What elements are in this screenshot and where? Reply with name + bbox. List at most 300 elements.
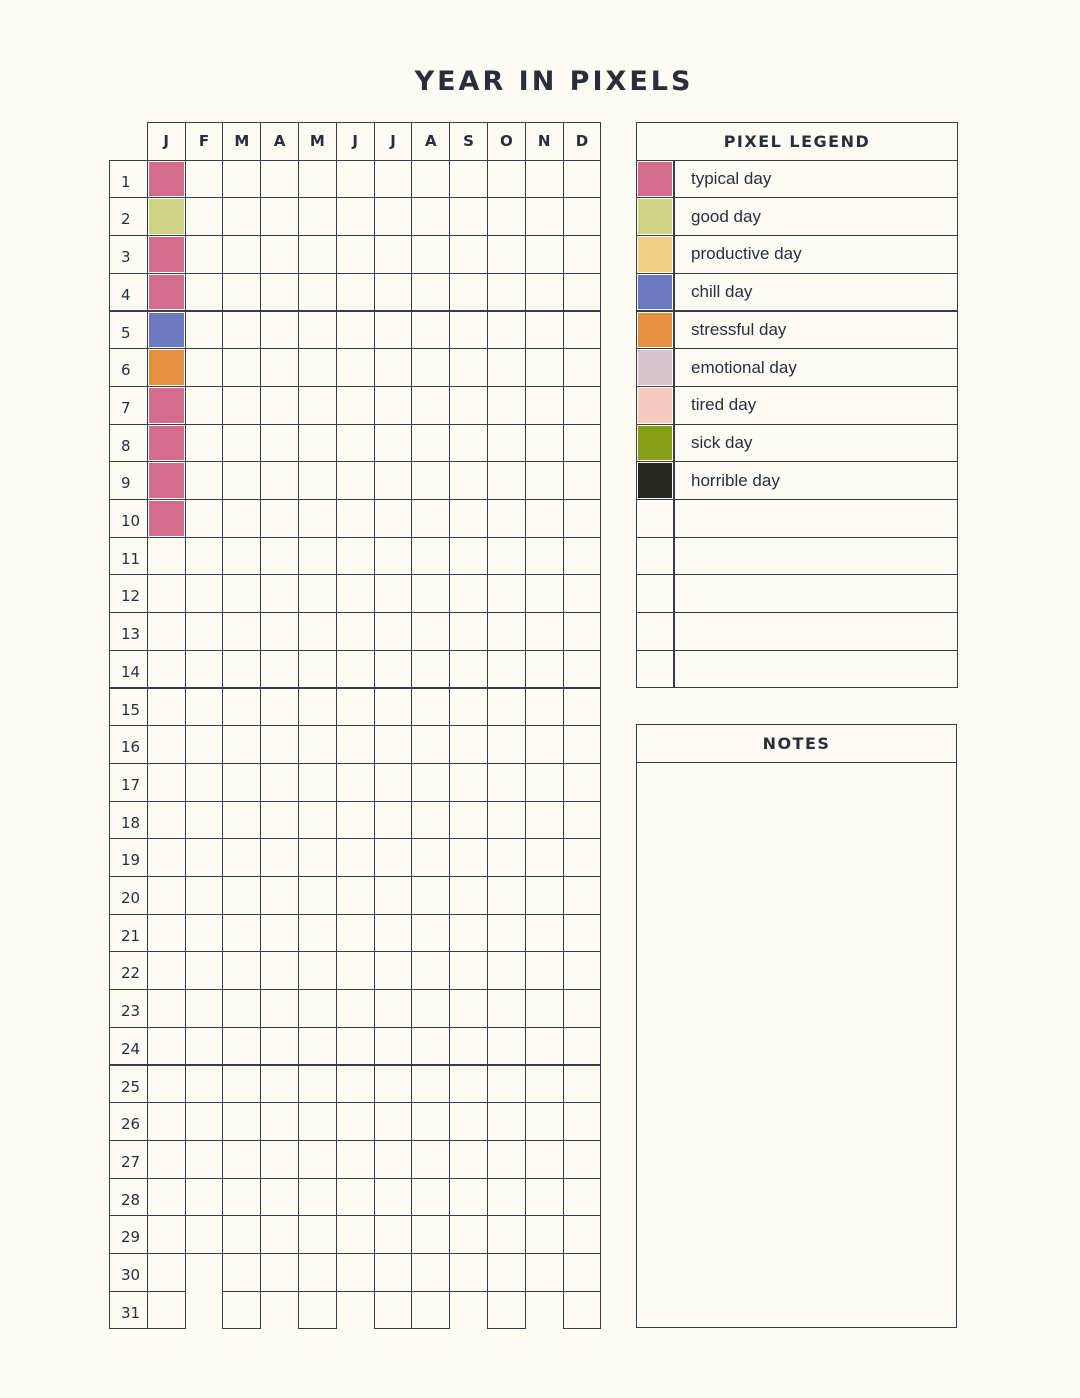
day-pixel[interactable]	[185, 876, 224, 915]
day-pixel[interactable]	[411, 725, 450, 764]
day-pixel[interactable]	[147, 1065, 186, 1104]
day-pixel[interactable]	[298, 725, 337, 764]
day-pixel[interactable]	[222, 537, 261, 576]
day-pixel[interactable]	[374, 1027, 413, 1066]
day-pixel[interactable]	[298, 160, 337, 199]
day-pixel[interactable]	[185, 763, 224, 802]
day-pixel[interactable]	[260, 1027, 299, 1066]
day-pixel[interactable]	[374, 574, 413, 613]
day-pixel[interactable]	[298, 574, 337, 613]
day-pixel[interactable]	[487, 951, 526, 990]
day-pixel[interactable]	[147, 838, 186, 877]
day-pixel[interactable]	[525, 574, 564, 613]
day-pixel[interactable]	[298, 1291, 337, 1330]
day-pixel[interactable]	[449, 1027, 488, 1066]
day-pixel[interactable]	[411, 499, 450, 538]
day-pixel[interactable]	[222, 650, 261, 689]
day-pixel[interactable]	[260, 1253, 299, 1292]
day-pixel[interactable]	[260, 537, 299, 576]
day-pixel[interactable]	[449, 499, 488, 538]
day-pixel[interactable]	[563, 989, 602, 1028]
day-pixel[interactable]	[525, 424, 564, 463]
day-pixel[interactable]	[487, 386, 526, 425]
day-pixel[interactable]	[449, 876, 488, 915]
day-pixel[interactable]	[336, 197, 375, 236]
day-pixel[interactable]	[525, 725, 564, 764]
day-pixel[interactable]	[525, 1102, 564, 1141]
day-pixel[interactable]	[222, 1291, 261, 1330]
day-pixel[interactable]	[563, 537, 602, 576]
day-pixel[interactable]	[260, 348, 299, 387]
day-pixel[interactable]	[563, 1178, 602, 1217]
day-pixel[interactable]	[487, 1178, 526, 1217]
day-pixel[interactable]	[260, 1178, 299, 1217]
day-pixel[interactable]	[525, 273, 564, 312]
day-pixel[interactable]	[298, 612, 337, 651]
day-pixel[interactable]	[411, 537, 450, 576]
day-pixel[interactable]	[298, 197, 337, 236]
day-pixel[interactable]	[374, 461, 413, 500]
day-pixel[interactable]	[487, 838, 526, 877]
day-pixel[interactable]	[487, 612, 526, 651]
day-pixel[interactable]	[487, 537, 526, 576]
day-pixel[interactable]	[222, 876, 261, 915]
day-pixel[interactable]	[222, 273, 261, 312]
day-pixel[interactable]	[563, 951, 602, 990]
day-pixel[interactable]	[563, 235, 602, 274]
day-pixel[interactable]	[298, 1215, 337, 1254]
day-pixel[interactable]	[147, 197, 186, 236]
day-pixel[interactable]	[563, 838, 602, 877]
day-pixel[interactable]	[336, 763, 375, 802]
day-pixel[interactable]	[487, 725, 526, 764]
day-pixel[interactable]	[374, 650, 413, 689]
day-pixel[interactable]	[336, 311, 375, 350]
day-pixel[interactable]	[298, 989, 337, 1028]
day-pixel[interactable]	[411, 311, 450, 350]
day-pixel[interactable]	[222, 311, 261, 350]
day-pixel[interactable]	[374, 838, 413, 877]
day-pixel[interactable]	[336, 424, 375, 463]
day-pixel[interactable]	[222, 725, 261, 764]
day-pixel[interactable]	[185, 348, 224, 387]
day-pixel[interactable]	[298, 1102, 337, 1141]
day-pixel[interactable]	[449, 386, 488, 425]
day-pixel[interactable]	[260, 951, 299, 990]
day-pixel[interactable]	[260, 989, 299, 1028]
day-pixel[interactable]	[525, 1140, 564, 1179]
day-pixel[interactable]	[525, 160, 564, 199]
day-pixel[interactable]	[411, 348, 450, 387]
day-pixel[interactable]	[147, 499, 186, 538]
day-pixel[interactable]	[222, 1027, 261, 1066]
day-pixel[interactable]	[222, 348, 261, 387]
day-pixel[interactable]	[336, 235, 375, 274]
day-pixel[interactable]	[525, 461, 564, 500]
day-pixel[interactable]	[449, 1215, 488, 1254]
day-pixel[interactable]	[185, 273, 224, 312]
day-pixel[interactable]	[185, 424, 224, 463]
day-pixel[interactable]	[222, 461, 261, 500]
day-pixel[interactable]	[185, 235, 224, 274]
day-pixel[interactable]	[260, 612, 299, 651]
day-pixel[interactable]	[185, 1065, 224, 1104]
day-pixel[interactable]	[563, 1027, 602, 1066]
day-pixel[interactable]	[336, 1140, 375, 1179]
day-pixel[interactable]	[147, 386, 186, 425]
day-pixel[interactable]	[222, 1140, 261, 1179]
day-pixel[interactable]	[525, 348, 564, 387]
day-pixel[interactable]	[487, 763, 526, 802]
day-pixel[interactable]	[411, 160, 450, 199]
day-pixel[interactable]	[374, 725, 413, 764]
day-pixel[interactable]	[147, 235, 186, 274]
day-pixel[interactable]	[487, 1102, 526, 1141]
day-pixel[interactable]	[185, 574, 224, 613]
day-pixel[interactable]	[147, 574, 186, 613]
day-pixel[interactable]	[260, 1215, 299, 1254]
day-pixel[interactable]	[298, 1178, 337, 1217]
day-pixel[interactable]	[260, 461, 299, 500]
day-pixel[interactable]	[411, 876, 450, 915]
day-pixel[interactable]	[563, 1102, 602, 1141]
day-pixel[interactable]	[563, 1065, 602, 1104]
day-pixel[interactable]	[563, 1291, 602, 1330]
day-pixel[interactable]	[411, 1178, 450, 1217]
day-pixel[interactable]	[298, 499, 337, 538]
day-pixel[interactable]	[563, 499, 602, 538]
day-pixel[interactable]	[374, 1178, 413, 1217]
day-pixel[interactable]	[449, 311, 488, 350]
day-pixel[interactable]	[222, 763, 261, 802]
day-pixel[interactable]	[298, 650, 337, 689]
day-pixel[interactable]	[563, 273, 602, 312]
day-pixel[interactable]	[374, 612, 413, 651]
day-pixel[interactable]	[147, 1102, 186, 1141]
day-pixel[interactable]	[336, 914, 375, 953]
day-pixel[interactable]	[185, 989, 224, 1028]
day-pixel[interactable]	[563, 688, 602, 727]
day-pixel[interactable]	[185, 1140, 224, 1179]
day-pixel[interactable]	[260, 763, 299, 802]
day-pixel[interactable]	[411, 1291, 450, 1330]
day-pixel[interactable]	[185, 1102, 224, 1141]
day-pixel[interactable]	[374, 1215, 413, 1254]
day-pixel[interactable]	[525, 876, 564, 915]
day-pixel[interactable]	[222, 688, 261, 727]
day-pixel[interactable]	[374, 951, 413, 990]
day-pixel[interactable]	[336, 650, 375, 689]
day-pixel[interactable]	[298, 1140, 337, 1179]
day-pixel[interactable]	[449, 801, 488, 840]
day-pixel[interactable]	[147, 537, 186, 576]
day-pixel[interactable]	[411, 838, 450, 877]
day-pixel[interactable]	[411, 1065, 450, 1104]
day-pixel[interactable]	[298, 1253, 337, 1292]
day-pixel[interactable]	[525, 197, 564, 236]
day-pixel[interactable]	[374, 1291, 413, 1330]
day-pixel[interactable]	[487, 424, 526, 463]
day-pixel[interactable]	[298, 914, 337, 953]
day-pixel[interactable]	[563, 574, 602, 613]
day-pixel[interactable]	[525, 914, 564, 953]
day-pixel[interactable]	[411, 650, 450, 689]
day-pixel[interactable]	[411, 235, 450, 274]
day-pixel[interactable]	[374, 499, 413, 538]
day-pixel[interactable]	[525, 235, 564, 274]
day-pixel[interactable]	[411, 801, 450, 840]
day-pixel[interactable]	[336, 876, 375, 915]
day-pixel[interactable]	[260, 1102, 299, 1141]
day-pixel[interactable]	[336, 1065, 375, 1104]
day-pixel[interactable]	[260, 801, 299, 840]
day-pixel[interactable]	[449, 763, 488, 802]
day-pixel[interactable]	[563, 1253, 602, 1292]
day-pixel[interactable]	[487, 650, 526, 689]
day-pixel[interactable]	[336, 1215, 375, 1254]
day-pixel[interactable]	[449, 650, 488, 689]
day-pixel[interactable]	[222, 235, 261, 274]
day-pixel[interactable]	[449, 160, 488, 199]
day-pixel[interactable]	[260, 725, 299, 764]
day-pixel[interactable]	[525, 1065, 564, 1104]
day-pixel[interactable]	[298, 348, 337, 387]
day-pixel[interactable]	[336, 688, 375, 727]
day-pixel[interactable]	[487, 311, 526, 350]
day-pixel[interactable]	[563, 424, 602, 463]
day-pixel[interactable]	[374, 1140, 413, 1179]
day-pixel[interactable]	[336, 801, 375, 840]
day-pixel[interactable]	[222, 197, 261, 236]
day-pixel[interactable]	[185, 1178, 224, 1217]
day-pixel[interactable]	[147, 914, 186, 953]
day-pixel[interactable]	[374, 876, 413, 915]
day-pixel[interactable]	[374, 914, 413, 953]
day-pixel[interactable]	[374, 424, 413, 463]
day-pixel[interactable]	[222, 499, 261, 538]
day-pixel[interactable]	[222, 1065, 261, 1104]
day-pixel[interactable]	[374, 348, 413, 387]
day-pixel[interactable]	[147, 461, 186, 500]
day-pixel[interactable]	[147, 1178, 186, 1217]
day-pixel[interactable]	[336, 838, 375, 877]
day-pixel[interactable]	[260, 386, 299, 425]
day-pixel[interactable]	[147, 763, 186, 802]
day-pixel[interactable]	[147, 1215, 186, 1254]
day-pixel[interactable]	[298, 1065, 337, 1104]
day-pixel[interactable]	[374, 1253, 413, 1292]
day-pixel[interactable]	[374, 235, 413, 274]
day-pixel[interactable]	[298, 461, 337, 500]
day-pixel[interactable]	[336, 989, 375, 1028]
day-pixel[interactable]	[411, 1215, 450, 1254]
day-pixel[interactable]	[185, 688, 224, 727]
day-pixel[interactable]	[487, 499, 526, 538]
day-pixel[interactable]	[563, 914, 602, 953]
day-pixel[interactable]	[185, 461, 224, 500]
day-pixel[interactable]	[222, 612, 261, 651]
day-pixel[interactable]	[411, 273, 450, 312]
day-pixel[interactable]	[260, 1065, 299, 1104]
day-pixel[interactable]	[336, 725, 375, 764]
day-pixel[interactable]	[147, 424, 186, 463]
day-pixel[interactable]	[222, 801, 261, 840]
day-pixel[interactable]	[147, 311, 186, 350]
day-pixel[interactable]	[487, 197, 526, 236]
day-pixel[interactable]	[411, 197, 450, 236]
day-pixel[interactable]	[147, 1140, 186, 1179]
day-pixel[interactable]	[449, 1178, 488, 1217]
day-pixel[interactable]	[260, 273, 299, 312]
day-pixel[interactable]	[374, 197, 413, 236]
day-pixel[interactable]	[298, 235, 337, 274]
day-pixel[interactable]	[298, 273, 337, 312]
day-pixel[interactable]	[487, 989, 526, 1028]
day-pixel[interactable]	[449, 1140, 488, 1179]
day-pixel[interactable]	[336, 612, 375, 651]
day-pixel[interactable]	[411, 914, 450, 953]
day-pixel[interactable]	[336, 574, 375, 613]
day-pixel[interactable]	[185, 386, 224, 425]
day-pixel[interactable]	[147, 951, 186, 990]
day-pixel[interactable]	[374, 1065, 413, 1104]
day-pixel[interactable]	[487, 1215, 526, 1254]
day-pixel[interactable]	[525, 951, 564, 990]
day-pixel[interactable]	[449, 1102, 488, 1141]
day-pixel[interactable]	[411, 763, 450, 802]
day-pixel[interactable]	[185, 725, 224, 764]
day-pixel[interactable]	[449, 1253, 488, 1292]
day-pixel[interactable]	[336, 348, 375, 387]
day-pixel[interactable]	[563, 386, 602, 425]
day-pixel[interactable]	[449, 838, 488, 877]
day-pixel[interactable]	[411, 688, 450, 727]
day-pixel[interactable]	[411, 951, 450, 990]
day-pixel[interactable]	[449, 348, 488, 387]
day-pixel[interactable]	[222, 838, 261, 877]
day-pixel[interactable]	[525, 801, 564, 840]
day-pixel[interactable]	[374, 311, 413, 350]
day-pixel[interactable]	[449, 989, 488, 1028]
day-pixel[interactable]	[336, 461, 375, 500]
day-pixel[interactable]	[222, 1178, 261, 1217]
day-pixel[interactable]	[525, 989, 564, 1028]
day-pixel[interactable]	[336, 499, 375, 538]
day-pixel[interactable]	[411, 386, 450, 425]
day-pixel[interactable]	[260, 311, 299, 350]
day-pixel[interactable]	[147, 612, 186, 651]
day-pixel[interactable]	[147, 876, 186, 915]
day-pixel[interactable]	[525, 650, 564, 689]
day-pixel[interactable]	[260, 914, 299, 953]
day-pixel[interactable]	[336, 386, 375, 425]
day-pixel[interactable]	[222, 914, 261, 953]
day-pixel[interactable]	[336, 1253, 375, 1292]
day-pixel[interactable]	[487, 1291, 526, 1330]
day-pixel[interactable]	[487, 235, 526, 274]
day-pixel[interactable]	[563, 1140, 602, 1179]
day-pixel[interactable]	[185, 650, 224, 689]
day-pixel[interactable]	[563, 763, 602, 802]
day-pixel[interactable]	[487, 688, 526, 727]
day-pixel[interactable]	[147, 1291, 186, 1330]
day-pixel[interactable]	[563, 876, 602, 915]
day-pixel[interactable]	[525, 612, 564, 651]
day-pixel[interactable]	[563, 1215, 602, 1254]
day-pixel[interactable]	[260, 650, 299, 689]
day-pixel[interactable]	[374, 160, 413, 199]
day-pixel[interactable]	[525, 688, 564, 727]
day-pixel[interactable]	[298, 876, 337, 915]
day-pixel[interactable]	[525, 386, 564, 425]
day-pixel[interactable]	[563, 311, 602, 350]
day-pixel[interactable]	[147, 1027, 186, 1066]
day-pixel[interactable]	[525, 499, 564, 538]
day-pixel[interactable]	[487, 914, 526, 953]
day-pixel[interactable]	[222, 1215, 261, 1254]
day-pixel[interactable]	[147, 348, 186, 387]
day-pixel[interactable]	[222, 386, 261, 425]
day-pixel[interactable]	[260, 160, 299, 199]
day-pixel[interactable]	[185, 311, 224, 350]
day-pixel[interactable]	[222, 574, 261, 613]
day-pixel[interactable]	[374, 537, 413, 576]
day-pixel[interactable]	[298, 537, 337, 576]
day-pixel[interactable]	[298, 424, 337, 463]
day-pixel[interactable]	[449, 574, 488, 613]
day-pixel[interactable]	[374, 688, 413, 727]
day-pixel[interactable]	[147, 1253, 186, 1292]
day-pixel[interactable]	[449, 424, 488, 463]
day-pixel[interactable]	[147, 989, 186, 1028]
day-pixel[interactable]	[298, 801, 337, 840]
day-pixel[interactable]	[185, 197, 224, 236]
day-pixel[interactable]	[487, 574, 526, 613]
day-pixel[interactable]	[487, 160, 526, 199]
day-pixel[interactable]	[411, 989, 450, 1028]
day-pixel[interactable]	[449, 235, 488, 274]
day-pixel[interactable]	[147, 273, 186, 312]
day-pixel[interactable]	[147, 725, 186, 764]
day-pixel[interactable]	[449, 914, 488, 953]
day-pixel[interactable]	[185, 951, 224, 990]
day-pixel[interactable]	[222, 1102, 261, 1141]
day-pixel[interactable]	[449, 951, 488, 990]
day-pixel[interactable]	[411, 612, 450, 651]
day-pixel[interactable]	[525, 1215, 564, 1254]
day-pixel[interactable]	[411, 574, 450, 613]
day-pixel[interactable]	[298, 951, 337, 990]
day-pixel[interactable]	[298, 386, 337, 425]
day-pixel[interactable]	[260, 197, 299, 236]
day-pixel[interactable]	[525, 838, 564, 877]
day-pixel[interactable]	[374, 386, 413, 425]
day-pixel[interactable]	[487, 1253, 526, 1292]
day-pixel[interactable]	[298, 838, 337, 877]
day-pixel[interactable]	[374, 273, 413, 312]
day-pixel[interactable]	[185, 499, 224, 538]
day-pixel[interactable]	[222, 989, 261, 1028]
day-pixel[interactable]	[563, 197, 602, 236]
day-pixel[interactable]	[563, 160, 602, 199]
day-pixel[interactable]	[185, 537, 224, 576]
day-pixel[interactable]	[147, 160, 186, 199]
day-pixel[interactable]	[449, 612, 488, 651]
day-pixel[interactable]	[185, 612, 224, 651]
day-pixel[interactable]	[222, 1253, 261, 1292]
day-pixel[interactable]	[336, 1027, 375, 1066]
day-pixel[interactable]	[298, 763, 337, 802]
